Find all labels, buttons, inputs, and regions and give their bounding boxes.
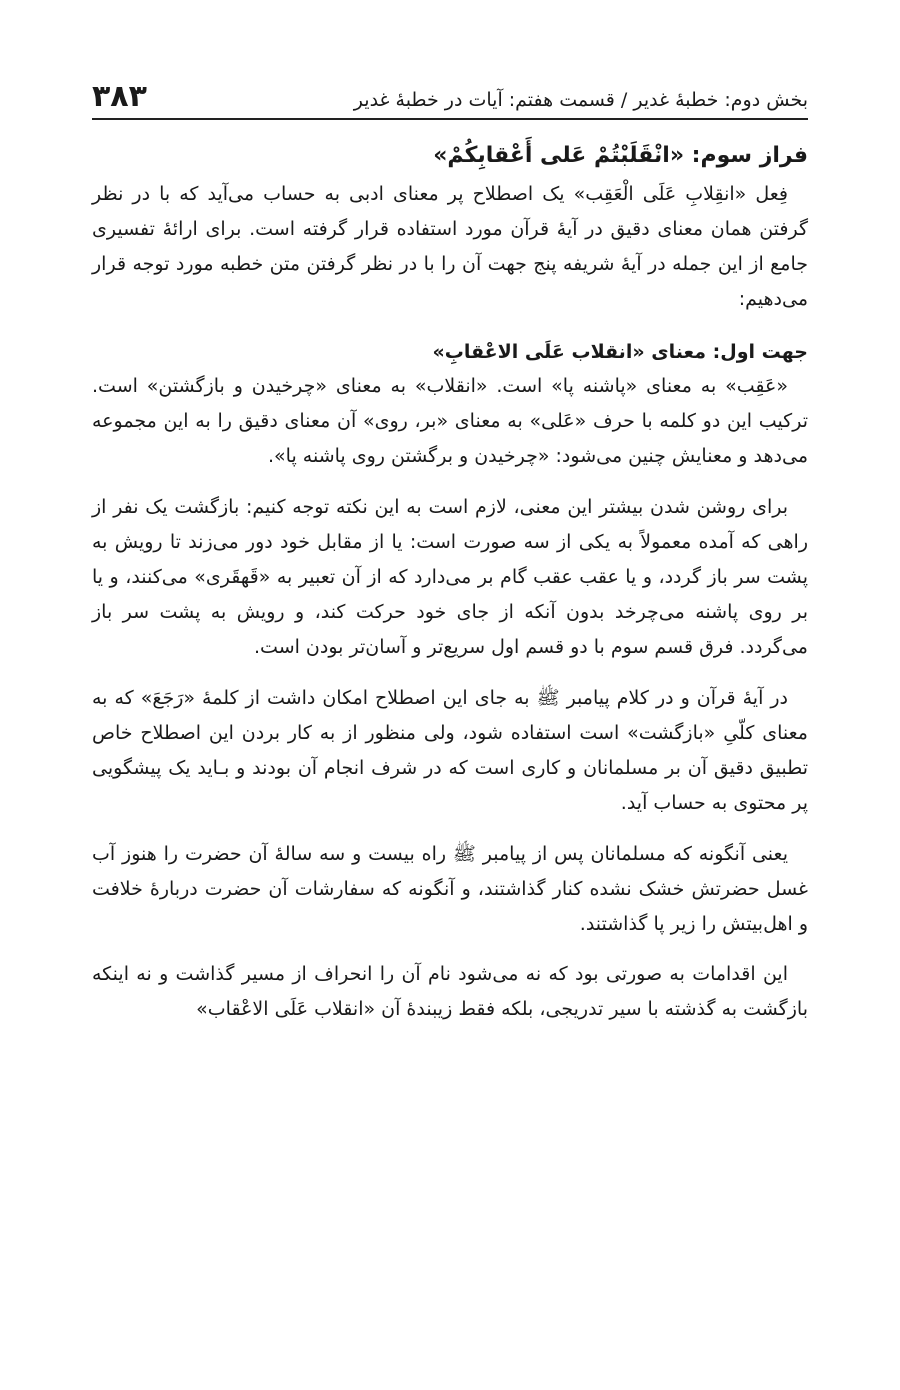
section-heading: فراز سوم: «انْقَلَبْتُمْ عَلی أَعْقابِکُمْ» [433, 143, 808, 168]
page-content [92, 138, 808, 1027]
paragraph-definition: «عَقِب» به معنای «پاشنه پا» است. «انقلاب» به معنای «چرخیدن و بازگشتن» است. ترکیب این دو کلمه با حرف «عَلی» به معنای «بر، روی» آن معنای دقیق را به این مجموعه می‌دهد و معنایش چنین می‌شود: «چرخیدن و برگشتن روی پاشنه پا». [92, 375, 808, 468]
paragraph-quran-usage: در آیهٔ قرآن و در کلام پیامبر ﷺ به جای این اصطلاح امکان داشت از کلمهٔ «رَجَعَ» که به معنای کلّیِ «بازگشت» است استفاده شود، ولی منظور از به کار بردن این اصطلاح خاص تطبیق دقیق آن بر مسلمانان و کاری است که در شرف انجام آن بودند و بـاید یک پیشگویی پر محتوی به حساب آید. [92, 686, 808, 814]
page-number: ۳۸۳ [92, 79, 147, 114]
paragraph-actions: این اقدامات به صورتی بود که نه می‌شود نام آن را انحراف از مسیر گذاشت و نه اینکه بازگشت به گذشته با سیر تدریجی، بلکه فقط زیبندهٔ آن «انقلاب عَلَی الاعْقاب» [92, 963, 808, 1021]
header-title: بخش دوم: خطبهٔ غدیر / قسمت هفتم: آیات در خطبهٔ غدیر [353, 89, 808, 112]
paragraph-intro: فِعل «انقِلابِ عَلَی الْعَقِب» یک اصطلاح پر معنای ادبی به حساب می‌آید که با در نظر گرفتن همان معنای دقیق در آیهٔ قرآن مورد استفاده قرار گرفته است. برای ارائهٔ تفسیری جامع از این جمله در آیهٔ شریفه پنج جهت آن را با در نظر گرفتن متن خطبه مورد توجه قرار می‌دهیم: [92, 183, 808, 311]
paragraph-explanation: برای روشن شدن بیشتر این معنی، لازم است به این نکته توجه کنیم: بازگشت یک نفر از راهی که آمده معمولاً به یکی از سه صورت است: یا از مقابل خود دور می‌زند تا رویش به پشت سر باز گردد، و یا عقب عقب گام بر می‌دارد که از آن تعبیر به «قَهقَری» می‌کنند، و یا بر روی پاشنه می‌چرخد بدون آنکه از جای خود حرکت کند، و رویش به پشت سر باز می‌گردد. فرق قسم سوم با دو قسم اول سریع‌تر و آسان‌تر بودن است. [92, 496, 808, 658]
running-header [92, 60, 808, 120]
subsection-heading: جهت اول: معنای «انقلاب عَلَی الاعْقابِ» [432, 341, 808, 363]
paragraph-muslims: یعنی آنگونه که مسلمانان پس از پیامبر ﷺ راه بیست و سه سالهٔ آن حضرت را هنوز آب غسل حضرتش خشک نشده کنار گذاشتند، و آنگونه که سفارشات آن حضرت دربارهٔ خلافت و اهل‌بیتش را زیر پا گذاشتند. [92, 842, 808, 935]
